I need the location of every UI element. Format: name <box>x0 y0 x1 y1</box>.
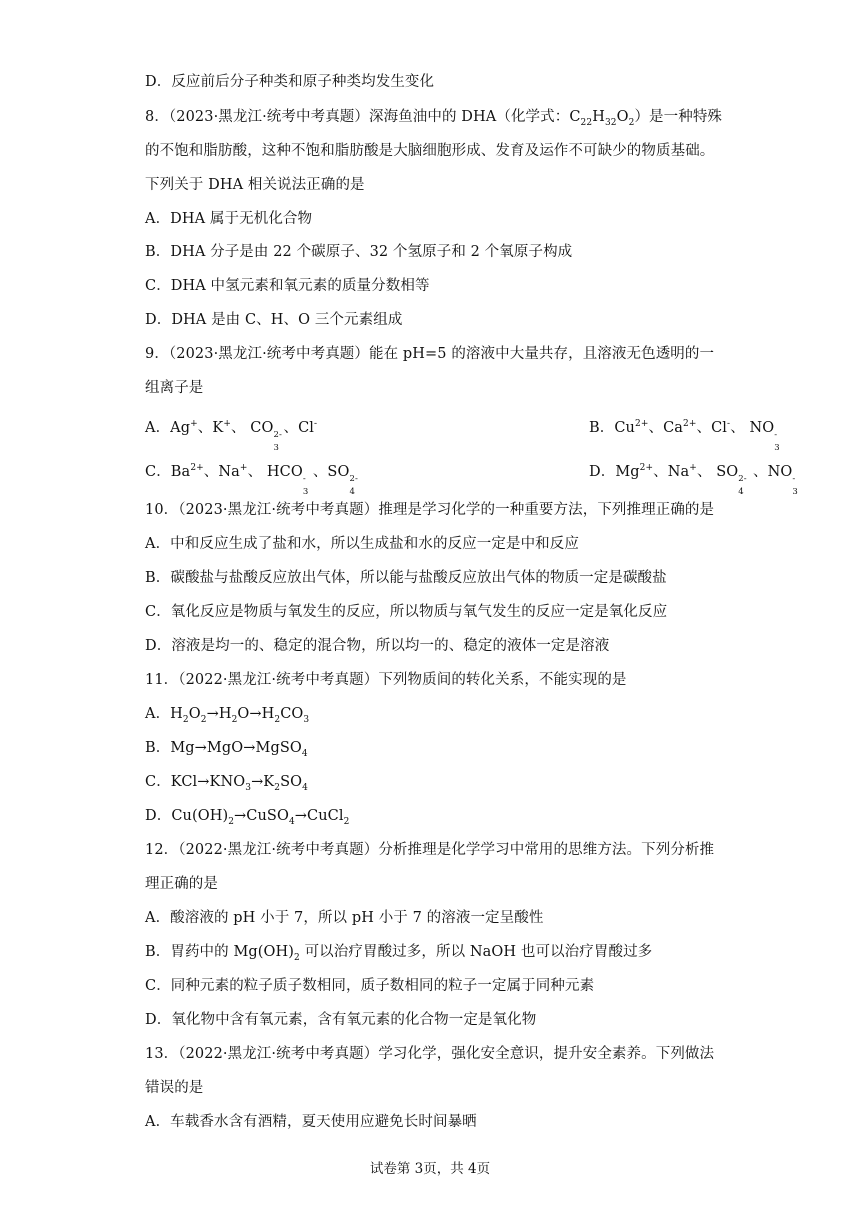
q11-stem: 11．（2022·黑龙江·统考中考真题）下列物质间的转化关系，不能实现的是 <box>145 672 627 688</box>
q12-option-a: A．酸溶液的 pH 小于 7，所以 pH 小于 7 的溶液一定呈酸性 <box>145 910 544 926</box>
q8-stem-line2: 的不饱和脂肪酸，这种不饱和脂肪酸是大脑细胞形成、发育及运作不可缺少的物质基础。 <box>145 143 715 159</box>
q9-options-row1 <box>145 418 780 453</box>
q13-option-a: A．车载香水含有酒精，夏天使用应避免长时间暴晒 <box>145 1114 477 1130</box>
q11-option-d: D．$Cu(OH)_2\to CuSO_4\to CuCl_2$ <box>145 808 350 827</box>
q11-option-b: B．Mg→MgO→MgSO$_4$ <box>145 740 308 759</box>
q10-option-d: D．溶液是均一的、稳定的混合物，所以均一的、稳定的液体一定是溶液 <box>145 638 610 654</box>
q12-option-d: D．氧化物中含有氧元素，含有氧元素的化合物一定是氧化物 <box>145 1012 537 1028</box>
q9-option-b: B．$Cu^{2+}$、$Ca^{2+}$、Cl-、 NO - 3 <box>589 419 780 453</box>
page-footer: 试卷第 3页，共 4页 <box>369 1161 491 1177</box>
q8-option-b: B．DHA 分子是由 22 个碳原子、32 个氢原子和 2 个氧原子构成 <box>145 244 573 260</box>
q9-stem-line1: 9．（2023·黑龙江·统考中考真题）能在 pH=5 的溶液中大量共存，且溶液无色透明的一 <box>145 346 715 362</box>
q12-option-c: C．同种元素的粒子质子数相同，质子数相同的粒子一定属于同种元素 <box>145 978 595 994</box>
q7-option-d: D．反应前后分子种类和原子种类均发生变化 <box>145 74 435 90</box>
q9-option-a: A．Ag+、K+、 CO 2- 3 、Cl- <box>145 419 318 453</box>
q9-option-c: C．$Ba^{2+}$、Na+、 HCO - 3 、SO 2- 4 <box>145 463 358 497</box>
q12-stem-line2: 理正确的是 <box>145 876 218 892</box>
q13-stem-line2: 错误的是 <box>145 1080 204 1096</box>
q9-option-d: D．$Mg^{2+}$、Na+、 SO 2- 4 、NO - 3 <box>589 463 798 497</box>
q8-option-d: D．DHA 是由 C、H、O 三个元素组成 <box>145 312 403 328</box>
q10-option-c: C．氧化反应是物质与氧发生的反应，所以物质与氧气发生的反应一定是氧化反应 <box>145 604 668 620</box>
q9-stem-line2: 组离子是 <box>145 380 204 396</box>
q8-stem-line3: 下列关于 DHA 相关说法正确的是 <box>145 177 365 193</box>
q10-stem: 10．（2023·黑龙江·统考中考真题）推理是学习化学的一种重要方法，下列推理正确的是 <box>145 502 715 518</box>
q12-option-b: B．胃药中的 $Mg(OH)_2$ 可以治疗胃酸过多，所以 NaOH 也可以治疗胃酸过多 <box>145 944 653 963</box>
q12-stem-line1: 12．（2022·黑龙江·统考中考真题）分析推理是化学学习中常用的思维方法。下列分析推 <box>145 842 715 858</box>
q10-option-b: B．碳酸盐与盐酸反应放出气体，所以能与盐酸反应放出气体的物质一定是碳酸盐 <box>145 570 667 586</box>
q8-option-a: A．DHA 属于无机化合物 <box>145 211 313 227</box>
q11-option-a: A．$H_2O_2\to H_2O\to H_2CO_3$ <box>145 706 310 725</box>
q11-option-c: C．$KCl\to KNO_3\to K_2SO_4$ <box>145 774 308 793</box>
q8-option-c: C．DHA 中氢元素和氧元素的质量分数相等 <box>145 278 430 294</box>
q8-stem-line1: 8．（2023·黑龙江·统考中考真题）深海鱼油中的 DHA（化学式：$C_{22}H_{32}O_2$）是一种特殊 <box>145 109 723 128</box>
q13-stem-line1: 13．（2022·黑龙江·统考中考真题）学习化学，强化安全意识，提升安全素养。下列做法 <box>145 1046 715 1062</box>
q9-options-row2 <box>145 462 798 497</box>
q10-option-a: A．中和反应生成了盐和水，所以生成盐和水的反应一定是中和反应 <box>145 536 579 552</box>
